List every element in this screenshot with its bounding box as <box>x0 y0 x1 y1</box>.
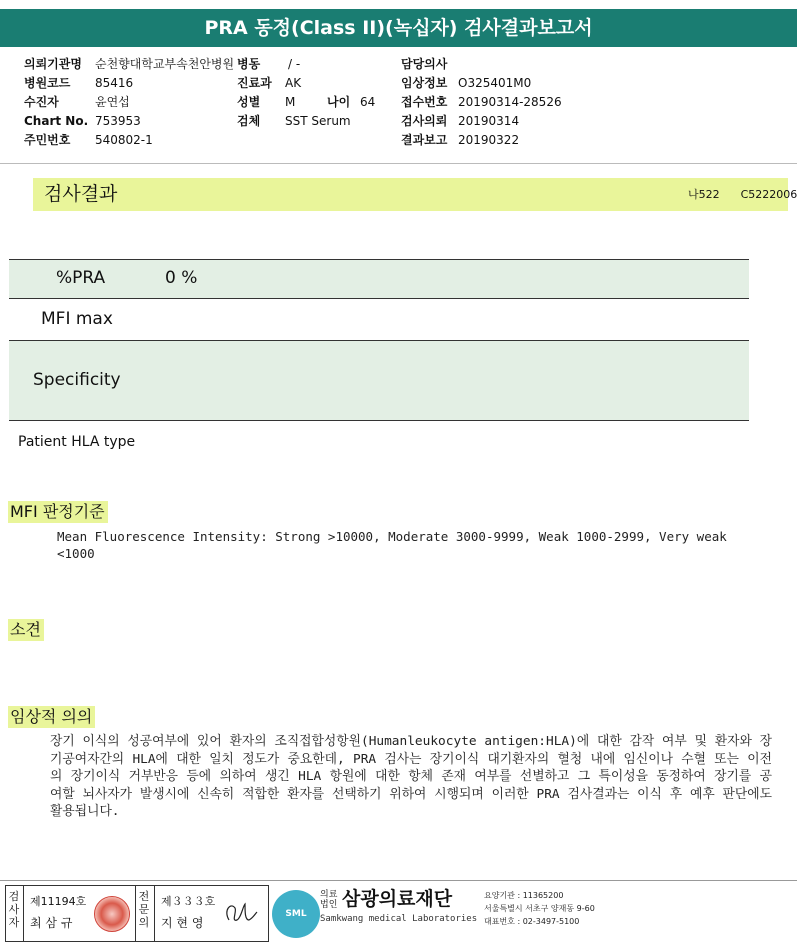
label-requesting-institution: 의뢰기관명 <box>24 57 82 71</box>
org-english-name: Samkwang medical Laboratories <box>320 914 478 924</box>
pra-row <box>9 260 749 298</box>
label-resident-no: 주민번호 <box>24 133 71 147</box>
signature-box <box>5 885 269 942</box>
value-receipt-no: 20190314-28526 <box>458 95 562 109</box>
org-prefix-line-2: 법인 <box>320 900 338 910</box>
label-clinical-info: 임상정보 <box>401 76 448 90</box>
clinical-text: 장기 이식의 성공여부에 있어 환자의 조직접합성항원(Humanleukocyte antigen:HLA)에 대한 감작 여부 및 환자와 장기공여자간의 HLA에 대한 일치 정도가 중요한데, PRA 검사는 장기이식 대기환자의 혈청 내에 임신이나 수혈 또는 이전의 장기이식 거부반응 등에 의하여 생긴 HLA 항원에 대한 항체 존재 여부를 선별하고 그 특이성을 동정하여 장기를 공여할 뇌사자가 발생시에 신속히 적합한 환자를 선택하기 위하여 시행되며 이러한 PRA 검사결과는 이식 후 예후 판단에도 활용됩니다. <box>50 734 772 819</box>
specialist-license-no: 제３３３호 <box>161 895 216 908</box>
value-age: 64 <box>360 95 376 109</box>
label-receipt-no: 접수번호 <box>401 95 448 109</box>
mfi-max-label: MFI max <box>41 309 113 329</box>
label-request-date: 검사의뢰 <box>401 114 448 128</box>
specialist-vertical-label: 전문의 <box>138 890 150 929</box>
result-codes <box>688 188 797 202</box>
mfi-criteria-text: Mean Fluorescence Intensity: Strong >10000, Moderate 3000-9999, Weak 1000-2999, Very weak <1000 <box>57 529 727 561</box>
label-age: 나이 <box>327 95 351 109</box>
institution-code: 요양기관 : 11365200 <box>484 891 564 900</box>
value-ward: / - <box>288 57 301 71</box>
label-hospital-code: 병원코드 <box>24 76 71 90</box>
value-resident-no: 540802-1 <box>95 133 153 147</box>
label-ward: 병동 <box>237 57 261 71</box>
tester-vertical-label: 검사자 <box>8 890 20 929</box>
divider <box>154 886 155 941</box>
value-hospital-code: 85416 <box>95 76 134 90</box>
value-clinical-info: O325401M0 <box>458 76 532 90</box>
label-sex: 성별 <box>237 95 261 109</box>
label-doctor: 담당의사 <box>401 57 448 71</box>
label-chart-no: Chart No. <box>24 114 89 128</box>
result-code-1: 나522 <box>688 188 720 201</box>
info-column-2 <box>0 55 400 155</box>
label-report-date: 결과보고 <box>401 133 448 147</box>
org-prefix-line-1: 의료 <box>320 890 338 900</box>
specialist-signature-icon <box>221 898 261 928</box>
org-name: 삼광의료재단 <box>342 888 453 910</box>
specialist-name: 지 현 영 <box>161 916 204 930</box>
value-requesting-institution: 순천향대학교부속천안병원 <box>95 57 235 71</box>
value-department: AK <box>285 76 302 90</box>
remarks-heading: 소견 <box>8 619 44 641</box>
label-patient-name: 수진자 <box>24 95 59 109</box>
divider <box>135 886 136 941</box>
value-patient-name: 윤연섭 <box>95 95 130 109</box>
tester-name: 최 삼 규 <box>30 916 73 930</box>
header-divider <box>0 163 797 164</box>
value-specimen: SST Serum <box>285 114 351 128</box>
value-request-date: 20190314 <box>458 114 520 128</box>
result-title: 검사결과 <box>44 183 118 205</box>
value-sex: M <box>285 95 296 109</box>
label-specimen: 검체 <box>237 114 261 128</box>
value-chart-no: 753953 <box>95 114 141 128</box>
row-rule <box>9 298 749 299</box>
divider <box>23 886 24 941</box>
org-address: 서울특별시 서초구 양재동 9-60 <box>484 904 595 913</box>
org-contact <box>484 889 595 928</box>
tester-license-no: 제11194호 <box>30 895 87 908</box>
footer-divider <box>0 880 797 881</box>
patient-hla-type-label: Patient HLA type <box>18 434 136 450</box>
mfi-criteria-heading: MFI 판정기준 <box>8 501 108 523</box>
tester-seal-icon <box>94 896 130 932</box>
sml-logo-icon: SML <box>272 890 320 938</box>
value-report-date: 20190322 <box>458 133 520 147</box>
specificity-label: Specificity <box>33 370 121 390</box>
row-rule <box>9 420 749 421</box>
row-rule <box>9 259 749 260</box>
report-title: PRA 동정(Class II)(녹십자) 검사결과보고서 <box>0 9 797 47</box>
clinical-heading: 임상적 의의 <box>8 706 95 728</box>
org-phone: 대표번호 : 02-3497-5100 <box>484 917 580 926</box>
org-prefix <box>320 890 337 910</box>
pra-label: %PRA <box>56 268 106 288</box>
pra-value: 0 % <box>165 268 198 288</box>
result-header-band <box>33 178 788 211</box>
result-code-2: C5222006 <box>740 188 797 201</box>
label-department: 진료과 <box>237 76 272 90</box>
